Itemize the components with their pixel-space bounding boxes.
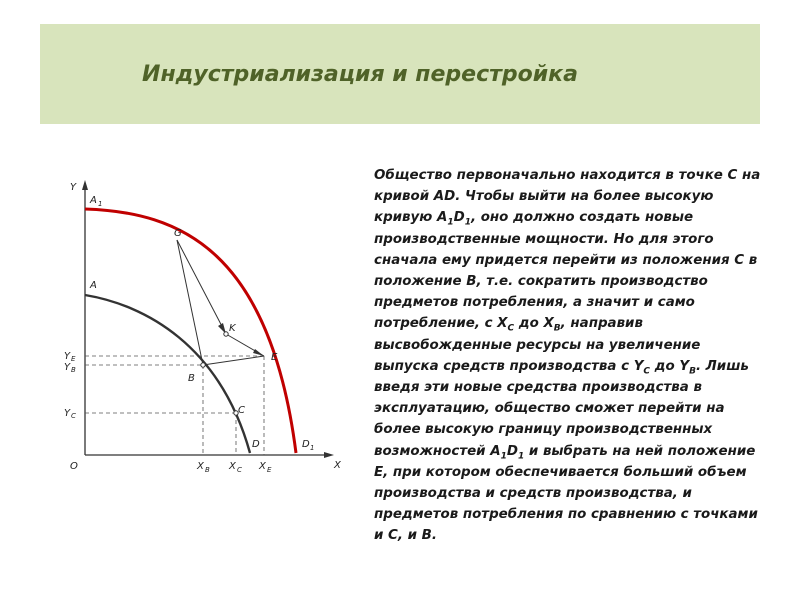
text-sub-8: 1 xyxy=(517,451,525,462)
label-a1: A xyxy=(90,195,97,206)
arrow-to-e xyxy=(253,349,264,356)
tick-xb: X xyxy=(197,461,204,472)
text-sub-1: 1 xyxy=(447,218,454,229)
tick-xe: X xyxy=(259,461,266,472)
tick-xc: X xyxy=(229,461,236,472)
x-axis-arrow xyxy=(324,452,334,458)
text-sub-5: C xyxy=(643,366,651,377)
label-d: D xyxy=(252,439,260,450)
tick-xc-sub: C xyxy=(237,466,242,474)
text-part-4: до X xyxy=(514,316,554,332)
tick-ye: Y xyxy=(64,351,71,362)
point-k xyxy=(224,332,228,336)
label-a1-sub: 1 xyxy=(98,200,103,208)
x-axis-label: X xyxy=(334,460,341,471)
ppf-diagram-svg xyxy=(60,170,360,480)
label-k: K xyxy=(229,323,236,334)
text-part-3: , оно должно создать новые производственные мощности. Но для этого сначала ему придется перейти из положения С в положение В, т.е. сократить производство предметов потребления, а значит и само потребление, с X xyxy=(374,210,758,332)
tick-yc-sub: C xyxy=(71,412,76,420)
line-g-k xyxy=(177,240,226,334)
text-sub-7: 1 xyxy=(500,451,507,462)
text-part-7: . Лишь введя эти новые средства производства в эксплуатацию, общество сможет перейти на более высокую границу производственных возможностей A xyxy=(374,358,749,459)
label-g: G xyxy=(174,228,182,239)
tick-ye-sub: E xyxy=(71,355,76,363)
ppf-diagram xyxy=(60,170,360,480)
text-part-9: и выбрать на ней положение E, при котором обеспечивается больший объем производства и средств производства, и предметов потребления по сравнению с точками и С, и В. xyxy=(374,443,758,544)
point-b xyxy=(201,363,205,367)
text-part-1: Общество первоначально находится в точке С на кривой AD. Чтобы выйти на более высокую кривую A xyxy=(374,168,761,226)
tick-xe-sub: E xyxy=(267,466,272,474)
text-sub-6: B xyxy=(689,366,696,377)
text-part-6: до Y xyxy=(650,358,690,374)
text-part-5: , направив высвобожденные ресурсы на увеличение выпуска средств производства с Y xyxy=(374,316,701,374)
label-b: B xyxy=(188,373,195,384)
text-part-2: D xyxy=(453,210,465,226)
text-part-8: D xyxy=(506,443,518,459)
explanation-text xyxy=(374,165,764,547)
curve-ad xyxy=(85,295,250,453)
title-band xyxy=(40,24,760,124)
curve-a1d1 xyxy=(85,209,296,453)
text-sub-3: C xyxy=(507,324,515,335)
y-axis-label: Y xyxy=(70,182,77,193)
label-e: E xyxy=(271,352,278,363)
origin-label: O xyxy=(70,461,78,472)
label-c: C xyxy=(238,405,245,416)
y-axis-arrow xyxy=(82,180,88,190)
tick-xb-sub: B xyxy=(205,466,210,474)
page-title: Индустриализация и перестройка xyxy=(142,61,578,87)
text-sub-2: 1 xyxy=(464,218,471,229)
tick-yc: Y xyxy=(64,408,71,419)
line-b-e xyxy=(203,356,264,365)
tick-yb-sub: B xyxy=(71,366,76,374)
text-sub-4: B xyxy=(553,324,561,335)
tick-yb: Y xyxy=(64,362,71,373)
label-a: A xyxy=(90,280,97,291)
label-d1: D xyxy=(302,439,310,450)
label-d1-sub: 1 xyxy=(310,444,315,452)
